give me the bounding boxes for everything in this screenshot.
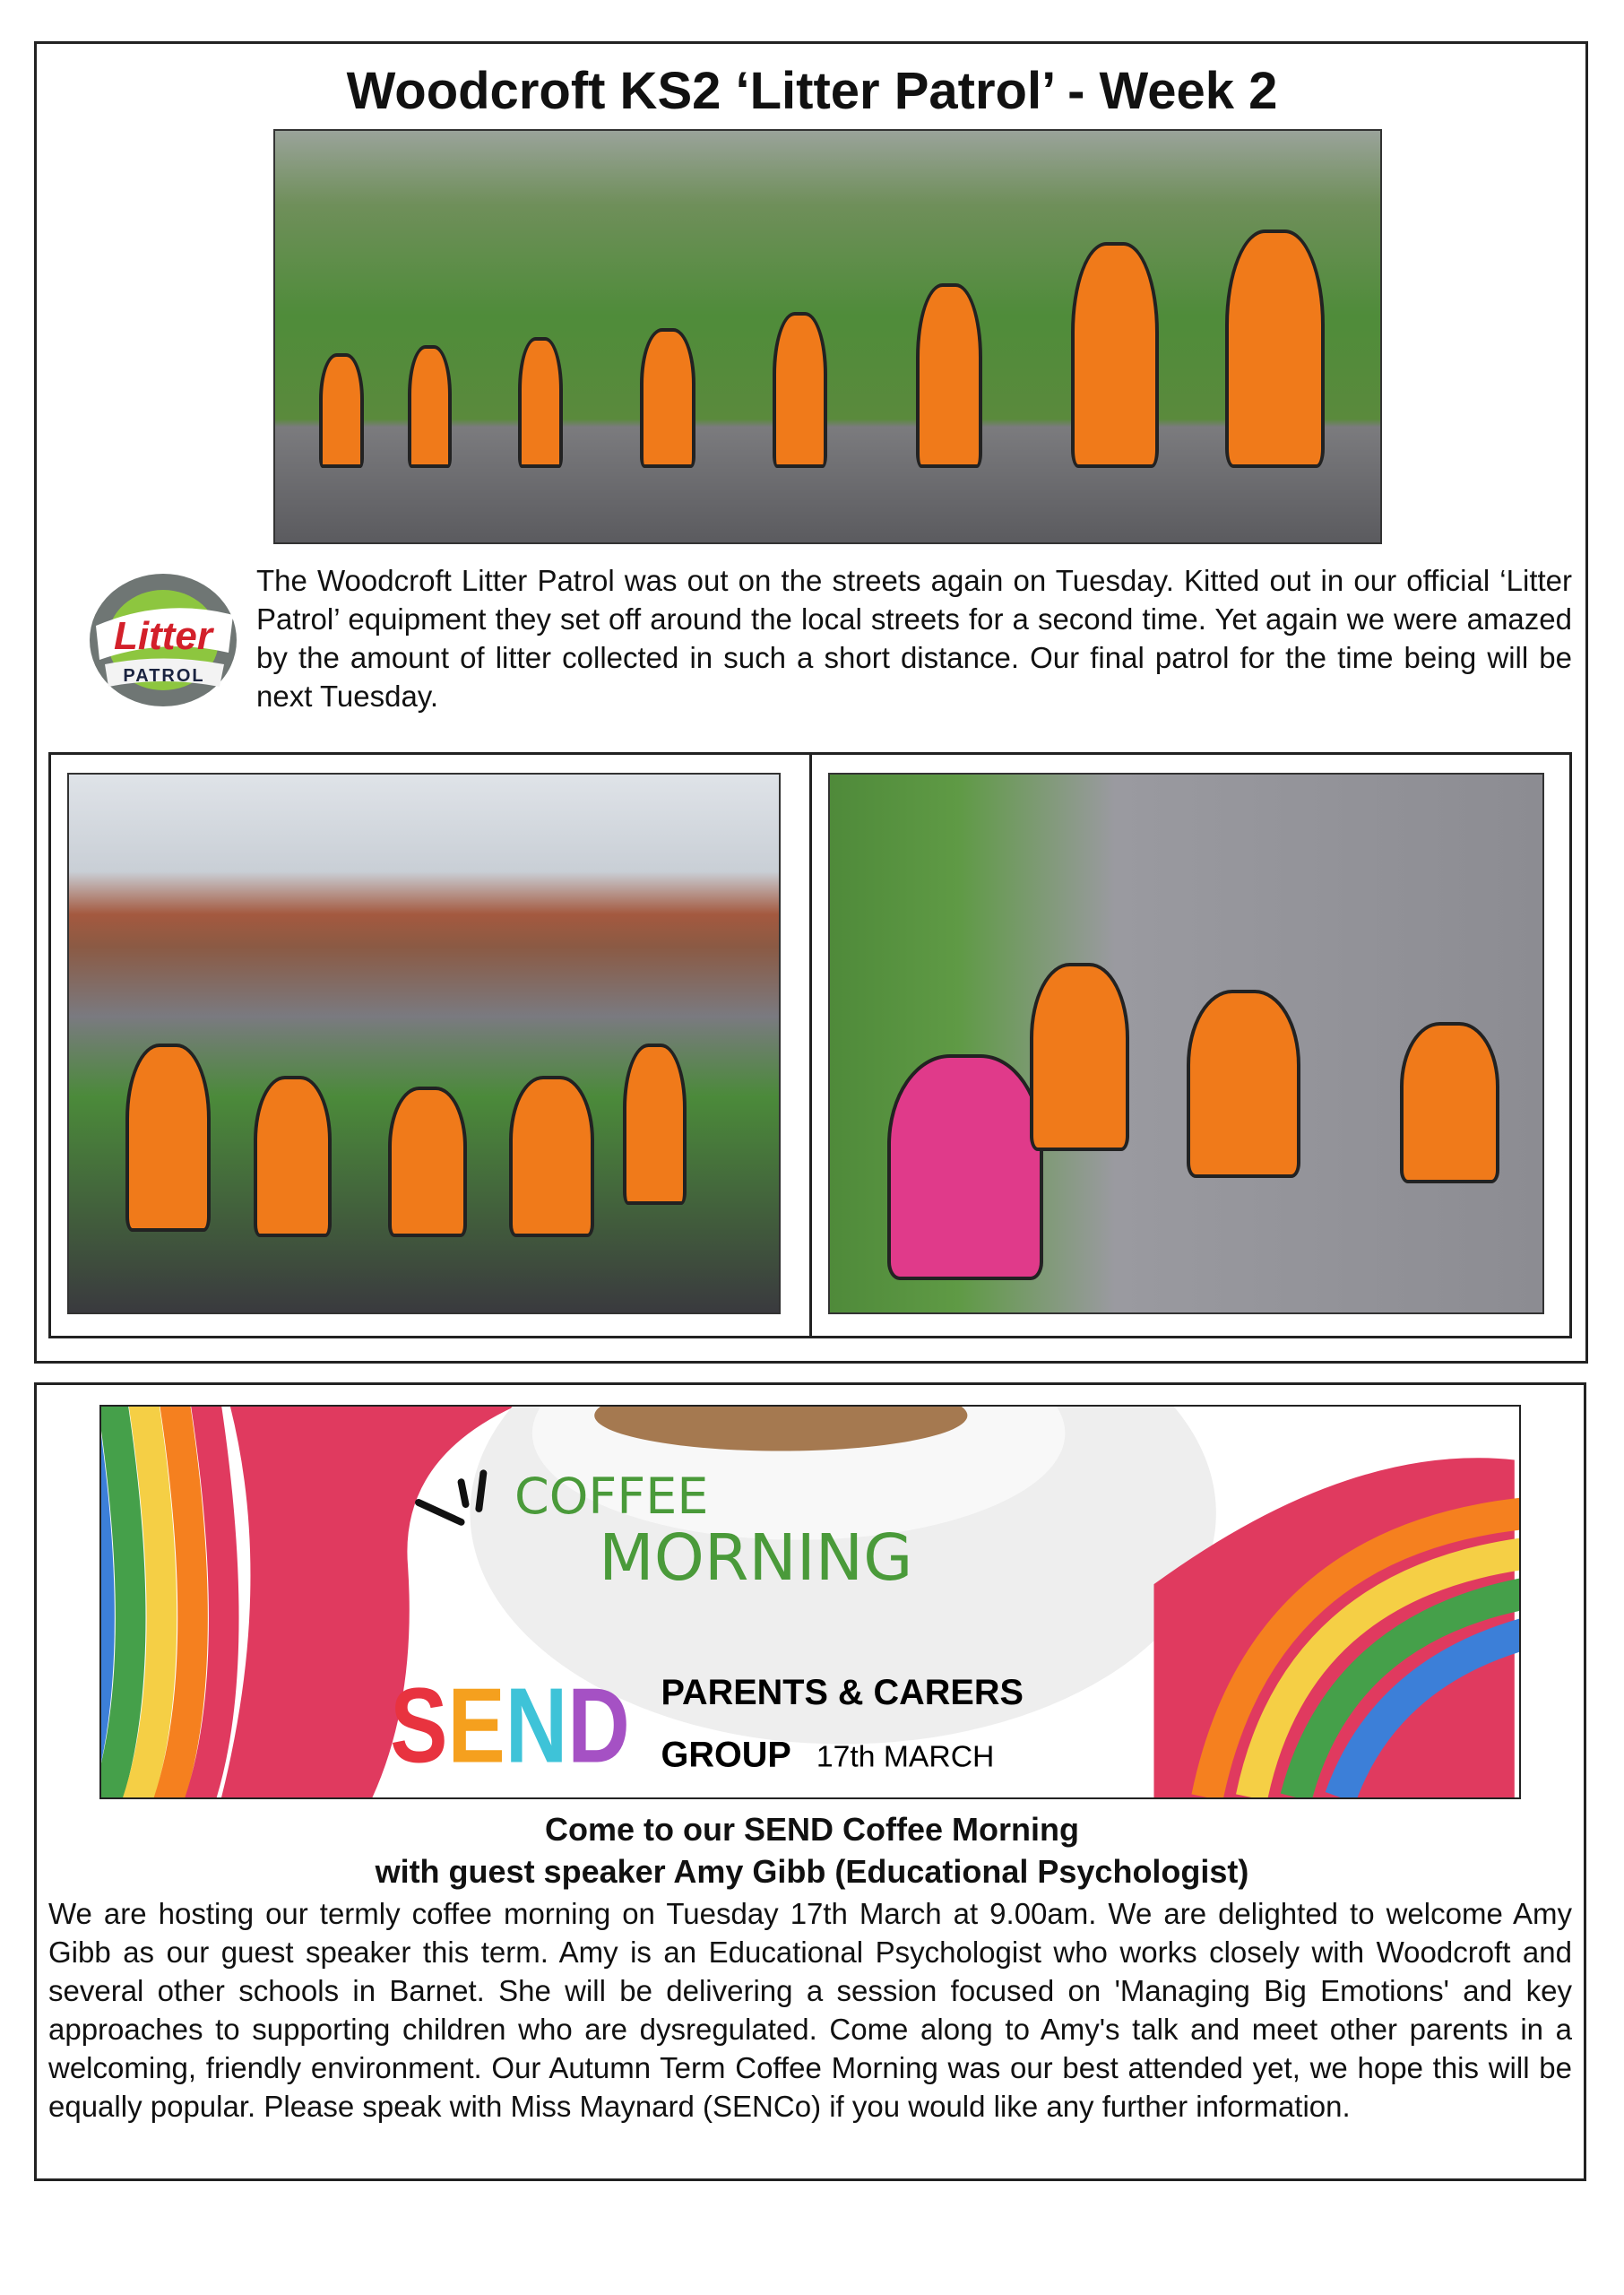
photo-children-pavement bbox=[828, 773, 1544, 1314]
coffee-morning-heading: Come to our SEND Coffee Morning bbox=[545, 1811, 1079, 1848]
photo-children-street bbox=[67, 773, 781, 1314]
banner-morning-text: MORNING bbox=[599, 1520, 913, 1596]
svg-text:Litter: Litter bbox=[114, 614, 212, 658]
coffee-morning-subheading: with guest speaker Amy Gibb (Educational Psychologist) bbox=[375, 1853, 1249, 1890]
send-coffee-morning-banner bbox=[99, 1405, 1521, 1799]
frame-divider bbox=[809, 752, 812, 1338]
banner-group: GROUP bbox=[661, 1735, 791, 1775]
banner-parents-carers: PARENTS & CARERS bbox=[661, 1672, 1024, 1712]
litter-patrol-logo bbox=[85, 570, 241, 710]
banner-send-text: SEND bbox=[390, 1666, 645, 1786]
coffee-morning-text: We are hosting our termly coffee morning on Tuesday 17th March at 9.00am. We are delighted to welcome Amy Gibb as our guest speaker this term. Amy is an Educational Psychologist who works closely with Woodcroft and several other schools in Barnet. She will be delivering a session focused on 'Managing Big Emotions' and key approaches to supporting children who are dysregulated. Come along to Amy's talk and meet other parents in a welcoming, friendly environment. Our Autumn Term Coffee Morning was our best attended yet, we hope this will be equally popular. Please speak with Miss Maynard (SENCo) if you would like any further information. bbox=[48, 1897, 1572, 2123]
svg-text:PATROL: PATROL bbox=[123, 666, 205, 686]
banner-coffee-text: COFFEE bbox=[514, 1467, 709, 1526]
page-title: Woodcroft KS2 ‘Litter Patrol’ - Week 2 bbox=[346, 62, 1278, 120]
litter-patrol-text: The Woodcroft Litter Patrol was out on the streets again on Tuesday. Kitted out in our official ‘Litter Patrol’ equipment they set off around the local streets for a second time. Yet again we were amazed by the amount of litter collected in such a short distance. Our final patrol for the time being will be next Tuesday. bbox=[256, 564, 1572, 713]
group-photo-litter-patrol bbox=[273, 129, 1382, 544]
banner-date: 17th MARCH bbox=[816, 1740, 995, 1774]
